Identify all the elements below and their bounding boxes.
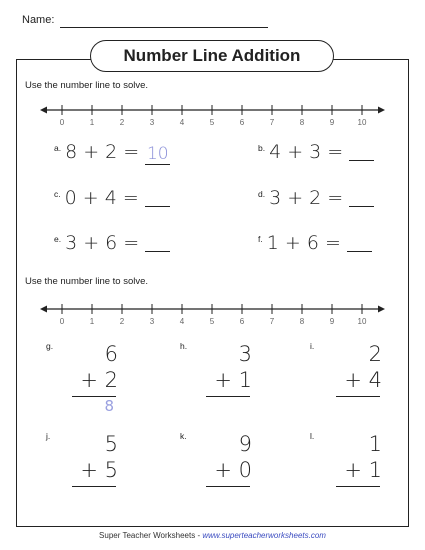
problem-letter: g. [46,341,54,351]
problem-expression: 3 + 2 = [269,187,344,209]
problem-f [258,232,372,254]
answer-blank[interactable] [349,143,374,161]
problem-expression: 4 + 3 = [269,141,344,163]
problem-c [54,187,170,209]
tick-label: 9 [329,118,335,127]
tick-label: 0 [59,118,65,127]
problem-letter: h. [180,341,188,351]
tick-label: 9 [329,317,335,326]
footer-brand: Super Teacher Worksheets - [99,531,203,540]
addend-top: 2 [368,342,382,366]
problem-a [54,141,170,165]
problem-expression: 1 + 6 = [266,232,341,254]
page-title: Number Line Addition [90,40,334,72]
tick-label: 6 [239,118,245,127]
tick-label: 3 [149,118,155,127]
addend-top: 9 [238,432,252,456]
name-label: Name: [22,14,55,26]
footer-site-link[interactable]: www.superteacherworksheets.com [202,531,326,540]
tick-label: 2 [119,118,125,127]
instructions-2: Use the number line to solve. [25,276,149,287]
addend-bottom: + 4 [344,368,382,392]
addend-top: 6 [104,342,118,366]
problem-expression: 3 + 6 = [65,232,140,254]
tick-label: 5 [209,317,215,326]
sum-bar [206,486,250,487]
problem-b [258,141,374,163]
problem-letter: f. [258,233,263,244]
tick-label: 7 [269,317,275,326]
addend-bottom: + 1 [344,458,382,482]
tick-label: 7 [269,118,275,127]
addend-top: 3 [238,342,252,366]
sum-bar [336,486,380,487]
tick-label: 0 [59,317,65,326]
problem-letter: b. [258,142,266,153]
problem-expression: 8 + 2 = [65,141,140,163]
addend-bottom: + 5 [80,458,118,482]
problem-letter: k. [180,431,187,441]
tick-label: 6 [239,317,245,326]
worksheet-frame [16,59,409,527]
addend-bottom: + 0 [214,458,252,482]
problem-letter: l. [310,431,315,441]
problem-e [54,232,170,254]
addend-bottom: + 2 [80,368,118,392]
problem-letter: e. [54,233,62,244]
footer [0,531,425,540]
answer-blank[interactable] [349,189,374,207]
number-line-1 [40,98,385,128]
tick-label: 5 [209,118,215,127]
addend-bottom: + 1 [214,368,252,392]
tick-label: 4 [179,118,185,127]
tick-label: 8 [299,118,305,127]
sum-bar [336,396,380,397]
instructions-1: Use the number line to solve. [25,80,149,91]
problem-letter: c. [54,188,61,199]
problem-expression: 0 + 4 = [64,187,139,209]
tick-label: 1 [89,317,95,326]
addend-top: 1 [368,432,382,456]
problem-letter: d. [258,188,266,199]
problem-letter: a. [54,142,62,153]
tick-label: 3 [149,317,155,326]
sum-bar [72,486,116,487]
name-write-line[interactable] [60,27,268,28]
answer-blank[interactable] [347,234,372,252]
sum-bar [206,396,250,397]
tick-label: 2 [119,317,125,326]
problem-letter: j. [46,431,51,441]
addend-top: 5 [104,432,118,456]
tick-label: 4 [179,317,185,326]
number-line-2 [40,297,385,327]
answer-blank[interactable] [145,234,170,252]
traced-answer[interactable]: 8 [104,397,114,415]
answer-blank[interactable] [145,189,170,207]
answer-blank[interactable]: 10 [146,144,169,164]
tick-label: 10 [357,317,367,326]
tick-label: 8 [299,317,305,326]
tick-label: 1 [89,118,95,127]
problem-d [258,187,374,209]
tick-label: 10 [357,118,367,127]
problem-letter: i. [310,341,315,351]
